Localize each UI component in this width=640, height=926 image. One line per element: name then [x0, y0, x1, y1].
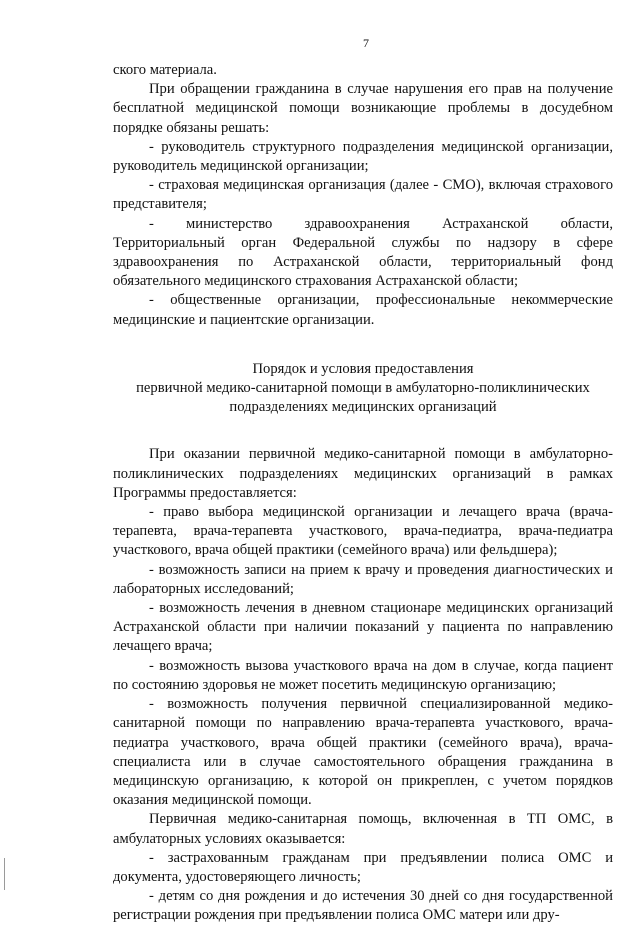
section-heading-line: Порядок и условия предоставления [252, 360, 474, 377]
section-heading-line: первичной медико-санитарной помощи в амбулаторно-поликлинических [136, 380, 590, 397]
list-item: - руководитель структурного подразделения медицинской организации, руководитель медицинской организации; [113, 138, 613, 175]
page-number: 7 [363, 36, 369, 50]
section-heading [113, 360, 613, 418]
list-item: - возможность записи на прием к врачу и проведения диагностических и лабораторных исследований; [113, 561, 613, 597]
list-item: - застрахованным гражданам при предъявлении полиса ОМС и документа, удостоверяющего личность; [113, 849, 613, 885]
paragraph: Первичная медико-санитарная помощь, включенная в ТП ОМС, в амбулаторных условиях оказывается: [113, 811, 613, 847]
document-body [113, 61, 613, 926]
paragraph: ского материала. [113, 62, 217, 78]
list-item: - возможность получения первичной специализированной медико-санитарной помощи по направлению врача-терапевта участкового, врача-педиатра участкового, врача общей практики (семейного врача), врача-специалиста или в случае самостоятельного обращения гражданина в медицинскую организацию, к которой он прикреплен, с учетом порядков оказания медицинской помощи. [113, 696, 613, 809]
list-item: - общественные организации, профессиональные некоммерческие медицинские и пациентские организации. [113, 292, 613, 328]
section-heading-line: подразделениях медицинских организаций [229, 399, 497, 416]
list-item: - право выбора медицинской организации и лечащего врача (врача-терапевта, врача-терапевта участкового, врача-педиатра, врача-педиатра участкового, врача общей практики (семейного врача) или фельдшера); [113, 504, 613, 559]
list-item: - министерство здравоохранения Астраханской области, Территориальный орган Федеральной службы по надзору в сфере здравоохранения по Астраханской области, территориальный фонд обязательного медицинского страхования Астраханской области; [113, 215, 613, 290]
list-item: - страховая медицинская организация (далее - СМО), включая страхового представителя; [113, 177, 613, 213]
paragraph: При обращении гражданина в случае нарушения его прав на получение бесплатной медицинской помощи возникающие проблемы в досудебном порядке обязаны решать: [113, 81, 613, 136]
list-item: - возможность вызова участкового врача на дом в случае, когда пациент по состоянию здоровья не может посетить медицинскую организацию; [113, 657, 613, 693]
scan-edge-mark [4, 858, 5, 890]
list-item: - детям со дня рождения и до истечения 30 дней со дня государственной регистрации рождения при предъявлении полиса ОМС матери или дру- [113, 888, 613, 924]
paragraph: При оказании первичной медико-санитарной помощи в амбулаторно-поликлинических подразделениях медицинских организаций в рамках Программы предоставляется: [113, 446, 613, 501]
list-item: - возможность лечения в дневном стационаре медицинских организаций Астраханской области при наличии показаний у пациента по направлению лечащего врача; [113, 600, 613, 655]
